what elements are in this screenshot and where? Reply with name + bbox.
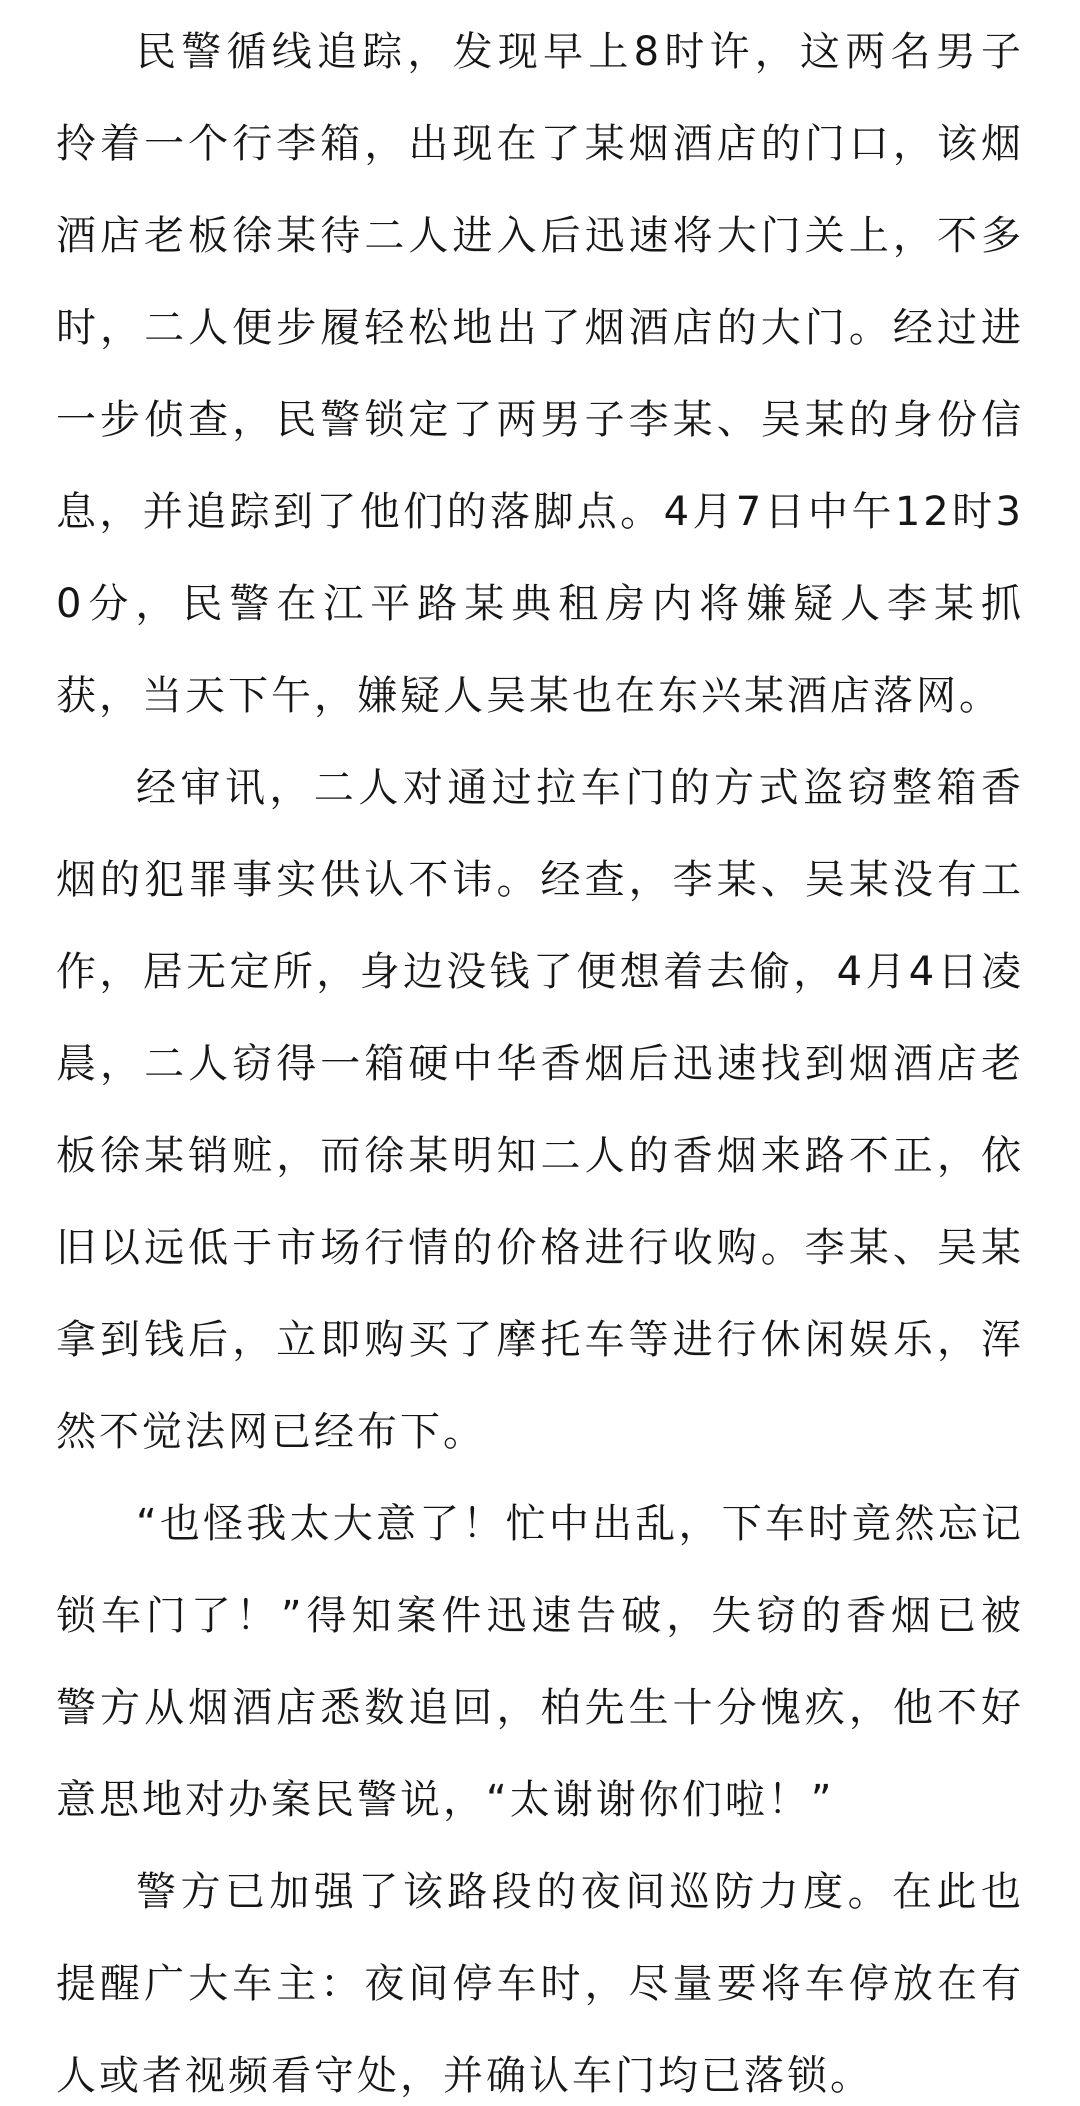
paragraph-investigation: 民警循线追踪，发现早上8时许，这两名男子拎着一个行李箱，出现在了某烟酒店的门口，该烟酒店老板徐某待二人进入后迅速将大门关上，不多时，二人便步履轻松地出了烟酒店的大门。经过进一步侦查，民警锁定了两男子李某、吴某的身份信息，并追踪到了他们的落脚点。4月7日中午12时30分，民警在江平路某典租房内将嫌疑人李某抓获，当天下午，嫌疑人吴某也在东兴某酒店落网。 [56, 29, 1024, 719]
article-body [56, 0, 1024, 2106]
paragraph-police-reminder: 警方已加强了该路段的夜间巡防力度。在此也提醒广大车主：夜间停车时，尽量要将车停放在有人或者视频看守处，并确认车门均已落锁。 [56, 1869, 1024, 2099]
paragraph-victim-quote: “也怪我太大意了！忙中出乱，下车时竟然忘记锁车门了！”得知案件迅速告破，失窃的香烟已被警方从烟酒店悉数追回，柏先生十分愧疚，他不好意思地对办案民警说，“太谢谢你们啦！” [56, 1501, 1024, 1823]
paragraph-interrogation: 经审讯，二人对通过拉车门的方式盗窃整箱香烟的犯罪事实供认不讳。经查，李某、吴某没有工作，居无定所，身边没钱了便想着去偷，4月4日凌晨，二人窃得一箱硬中华香烟后迅速找到烟酒店老板徐某销赃，而徐某明知二人的香烟来路不正，依旧以远低于市场行情的价格进行收购。李某、吴某拿到钱后，立即购买了摩托车等进行休闲娱乐，浑然不觉法网已经布下。 [56, 765, 1024, 1455]
